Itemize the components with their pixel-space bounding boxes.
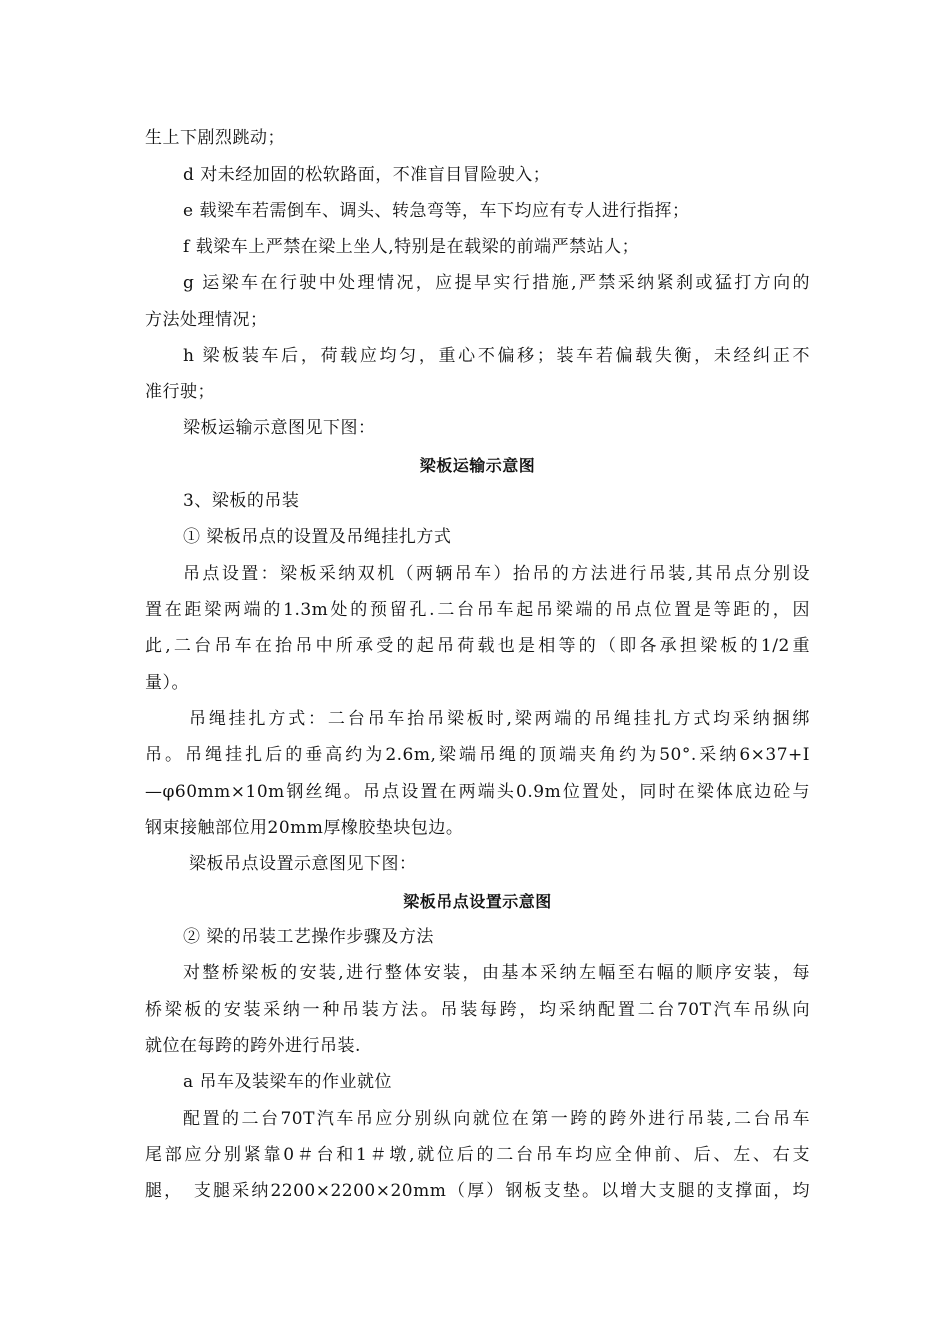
paragraph-line: 配置的二台70T汽车吊应分别纵向就位在第一跨的跨外进行吊装,二台吊车 [183, 1109, 810, 1129]
list-item-f: f 载梁车上严禁在梁上坐人,特别是在载梁的前端严禁站人； [183, 237, 640, 257]
paragraph-line: 梁板吊点设置示意图见下图： [189, 854, 417, 874]
paragraph-line: 腿， 支腿采纳2200×2200×20mm（厚）钢板支垫。以增大支腿的支撑面，均 [145, 1181, 810, 1201]
paragraph-line: 置在距梁两端的1.3m处的预留孔.二台吊车起吊梁端的吊点位置是等距的，因 [145, 600, 810, 620]
list-item-d: d 对未经加固的松软路面，不准盲目冒险驶入； [183, 165, 551, 185]
section-heading: 3、梁板的吊装 [183, 491, 300, 511]
figure-caption: 梁板吊点设置示意图 [403, 892, 552, 911]
paragraph-line: 方法处理情况； [145, 310, 268, 330]
paragraph-line: 就位在每跨的跨外进行吊装. [145, 1036, 361, 1056]
paragraph-line: 尾部应分别紧靠0＃台和1＃墩,就位后的二台吊车均应全伸前、后、左、右支 [145, 1145, 810, 1165]
paragraph-line: 桥梁板的安装采纳一种吊装方法。吊装每跨，均采纳配置二台70T汽车吊纵向 [145, 1000, 810, 1020]
paragraph-line: 量）。 [145, 673, 189, 693]
subsection-heading: ① 梁板吊点的设置及吊绳挂扎方式 [183, 527, 452, 547]
paragraph-line: 吊。吊绳挂扎后的垂高约为2.6m,梁端吊绳的顶端夹角约为50°.采纳6×37+I [145, 745, 810, 765]
figure-caption: 梁板运输示意图 [419, 456, 536, 475]
paragraph-line: 此,二台吊车在抬吊中所承受的起吊荷载也是相等的（即各承担梁板的1/2重 [145, 636, 810, 656]
subsection-heading: ② 梁的吊装工艺操作步骤及方法 [183, 927, 434, 947]
list-item-e: e 载梁车若需倒车、调头、转急弯等，车下均应有专人进行指挥； [183, 201, 690, 221]
paragraph-line: —φ60mm×10m钢丝绳。吊点设置在两端头0.9m位置处，同时在梁体底边砼与 [145, 782, 810, 802]
paragraph-line: 准行驶； [145, 382, 215, 402]
paragraph-line: 梁板运输示意图见下图： [183, 418, 376, 438]
paragraph-line: 吊点设置：梁板采纳双机（两辆吊车）抬吊的方法进行吊装,其吊点分别设 [183, 564, 810, 584]
paragraph-line: 生上下剧烈跳动； [145, 128, 285, 148]
list-item-g: g 运梁车在行驶中处理情况，应提早实行措施,严禁采纳紧刹或猛打方向的 [183, 273, 810, 293]
paragraph-line: 吊绳挂扎方式：二台吊车抬吊梁板时,梁两端的吊绳挂扎方式均采纳捆绑 [189, 709, 810, 729]
paragraph-line: 对整桥梁板的安装,进行整体安装，由基本采纳左幅至右幅的顺序安装，每 [183, 963, 810, 983]
list-item-a: a 吊车及装梁车的作业就位 [183, 1072, 393, 1092]
paragraph-line: 钢束接触部位用20mm厚橡胶垫块包边。 [145, 818, 464, 838]
list-item-h: h 梁板装车后，荷载应均匀，重心不偏移；装车若偏载失衡，未经纠正不 [183, 346, 810, 366]
